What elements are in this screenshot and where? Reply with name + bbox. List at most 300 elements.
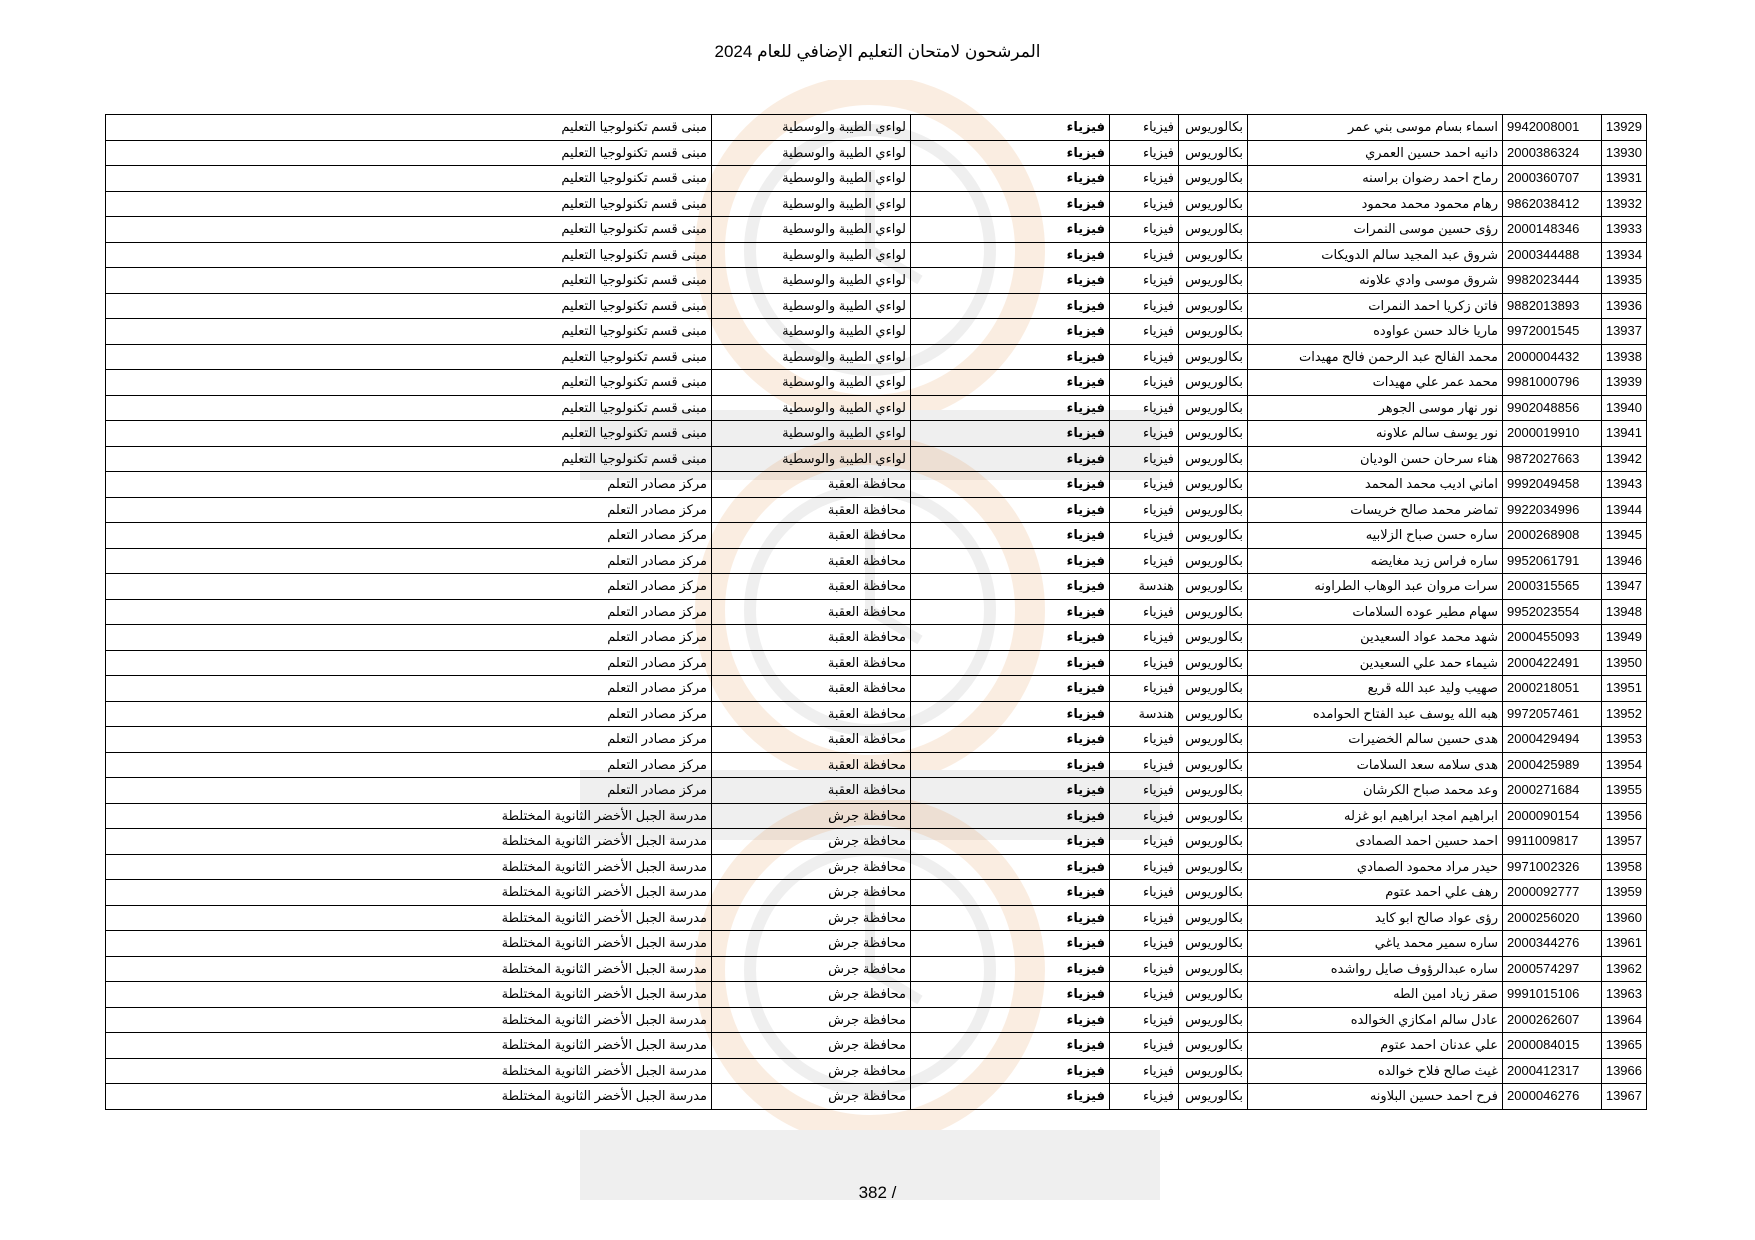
row-directorate-cell: لواءي الطيبة والوسطية	[712, 395, 911, 421]
table-row	[106, 1033, 1647, 1059]
row-national-id-cell: 9972001545	[1503, 319, 1602, 345]
row-seq-cell: 13958	[1602, 854, 1647, 880]
row-seq-cell: 13962	[1602, 956, 1647, 982]
row-degree-cell: بكالوريوس	[1179, 752, 1248, 778]
row-seq-cell: 13937	[1602, 319, 1647, 345]
table-row	[106, 293, 1647, 319]
row-specialization-cell: فيزياء	[1110, 242, 1179, 268]
row-national-id-cell: 2000344488	[1503, 242, 1602, 268]
row-national-id-cell: 2000256020	[1503, 905, 1602, 931]
row-subject-cell: فيزياء	[911, 854, 1110, 880]
row-specialization-cell: فيزياء	[1110, 395, 1179, 421]
row-national-id-cell: 9982023444	[1503, 268, 1602, 294]
row-subject-cell: فيزياء	[911, 931, 1110, 957]
row-subject-cell: فيزياء	[911, 370, 1110, 396]
row-seq-cell: 13944	[1602, 497, 1647, 523]
row-national-id-cell: 2000315565	[1503, 574, 1602, 600]
row-name-cell: صهيب وليد عبد الله قريع	[1248, 676, 1503, 702]
row-degree-cell: بكالوريوس	[1179, 344, 1248, 370]
row-name-cell: حيدر مراد محمود الصمادي	[1248, 854, 1503, 880]
row-name-cell: تماضر محمد صالح خريسات	[1248, 497, 1503, 523]
row-national-id-cell: 2000268908	[1503, 523, 1602, 549]
row-exam-center-cell: مبنى قسم تكنولوجيا التعليم	[106, 395, 712, 421]
row-subject-cell: فيزياء	[911, 268, 1110, 294]
row-exam-center-cell: مدرسة الجبل الأخضر الثانوية المختلطة	[106, 931, 712, 957]
row-name-cell: نور يوسف سالم علاونه	[1248, 421, 1503, 447]
row-directorate-cell: لواءي الطيبة والوسطية	[712, 293, 911, 319]
row-subject-cell: فيزياء	[911, 574, 1110, 600]
row-directorate-cell: لواءي الطيبة والوسطية	[712, 115, 911, 141]
row-name-cell: هناء سرحان حسن الوديان	[1248, 446, 1503, 472]
row-degree-cell: بكالوريوس	[1179, 242, 1248, 268]
row-directorate-cell: محافظة العقبة	[712, 752, 911, 778]
row-specialization-cell: فيزياء	[1110, 599, 1179, 625]
row-specialization-cell: فيزياء	[1110, 421, 1179, 447]
row-degree-cell: بكالوريوس	[1179, 1007, 1248, 1033]
row-subject-cell: فيزياء	[911, 446, 1110, 472]
row-subject-cell: فيزياء	[911, 166, 1110, 192]
row-name-cell: ساره عبدالرؤوف صايل رواشده	[1248, 956, 1503, 982]
row-seq-cell: 13955	[1602, 778, 1647, 804]
row-name-cell: شهد محمد عواد السعيدين	[1248, 625, 1503, 651]
row-exam-center-cell: مركز مصادر التعلم	[106, 599, 712, 625]
table-row	[106, 931, 1647, 957]
row-degree-cell: بكالوريوس	[1179, 293, 1248, 319]
row-directorate-cell: محافظة العقبة	[712, 472, 911, 498]
row-directorate-cell: لواءي الطيبة والوسطية	[712, 140, 911, 166]
row-national-id-cell: 2000271684	[1503, 778, 1602, 804]
candidates-table	[105, 114, 1647, 1110]
row-exam-center-cell: مركز مصادر التعلم	[106, 574, 712, 600]
row-national-id-cell: 2000148346	[1503, 217, 1602, 243]
row-degree-cell: بكالوريوس	[1179, 854, 1248, 880]
row-seq-cell: 13950	[1602, 650, 1647, 676]
table-row	[106, 752, 1647, 778]
row-degree-cell: بكالوريوس	[1179, 905, 1248, 931]
row-seq-cell: 13932	[1602, 191, 1647, 217]
row-subject-cell: فيزياء	[911, 191, 1110, 217]
row-name-cell: اماني اديب محمد المحمد	[1248, 472, 1503, 498]
row-subject-cell: فيزياء	[911, 548, 1110, 574]
row-exam-center-cell: مدرسة الجبل الأخضر الثانوية المختلطة	[106, 854, 712, 880]
row-seq-cell: 13954	[1602, 752, 1647, 778]
row-specialization-cell: فيزياء	[1110, 472, 1179, 498]
table-row	[106, 191, 1647, 217]
row-exam-center-cell: مبنى قسم تكنولوجيا التعليم	[106, 344, 712, 370]
row-specialization-cell: فيزياء	[1110, 905, 1179, 931]
row-specialization-cell: فيزياء	[1110, 1058, 1179, 1084]
row-seq-cell: 13931	[1602, 166, 1647, 192]
row-seq-cell: 13963	[1602, 982, 1647, 1008]
row-subject-cell: فيزياء	[911, 217, 1110, 243]
row-exam-center-cell: مبنى قسم تكنولوجيا التعليم	[106, 217, 712, 243]
row-exam-center-cell: مبنى قسم تكنولوجيا التعليم	[106, 370, 712, 396]
row-national-id-cell: 2000455093	[1503, 625, 1602, 651]
row-subject-cell: فيزياء	[911, 752, 1110, 778]
row-exam-center-cell: مركز مصادر التعلم	[106, 472, 712, 498]
table-row	[106, 625, 1647, 651]
row-national-id-cell: 9971002326	[1503, 854, 1602, 880]
row-national-id-cell: 9942008001	[1503, 115, 1602, 141]
row-degree-cell: بكالوريوس	[1179, 956, 1248, 982]
row-exam-center-cell: مدرسة الجبل الأخضر الثانوية المختلطة	[106, 803, 712, 829]
row-directorate-cell: لواءي الطيبة والوسطية	[712, 242, 911, 268]
row-national-id-cell: 9902048856	[1503, 395, 1602, 421]
row-directorate-cell: محافظة جرش	[712, 803, 911, 829]
row-national-id-cell: 9952061791	[1503, 548, 1602, 574]
row-name-cell: سهام مطير عوده السلامات	[1248, 599, 1503, 625]
table-row	[106, 115, 1647, 141]
row-national-id-cell: 2000092777	[1503, 880, 1602, 906]
row-degree-cell: بكالوريوس	[1179, 166, 1248, 192]
row-name-cell: علي عدنان احمد عتوم	[1248, 1033, 1503, 1059]
table-row	[106, 701, 1647, 727]
table-row	[106, 650, 1647, 676]
row-subject-cell: فيزياء	[911, 1084, 1110, 1110]
row-name-cell: فاتن زكريا احمد النمرات	[1248, 293, 1503, 319]
row-degree-cell: بكالوريوس	[1179, 599, 1248, 625]
row-seq-cell: 13942	[1602, 446, 1647, 472]
row-national-id-cell: 2000019910	[1503, 421, 1602, 447]
row-subject-cell: فيزياء	[911, 523, 1110, 549]
row-directorate-cell: محافظة جرش	[712, 1084, 911, 1110]
row-name-cell: وعد محمد صباح الكرشان	[1248, 778, 1503, 804]
row-seq-cell: 13930	[1602, 140, 1647, 166]
row-directorate-cell: محافظة جرش	[712, 982, 911, 1008]
row-directorate-cell: محافظة العقبة	[712, 778, 911, 804]
row-national-id-cell: 2000429494	[1503, 727, 1602, 753]
row-name-cell: ساره فراس زيد مغايضه	[1248, 548, 1503, 574]
row-directorate-cell: محافظة العقبة	[712, 574, 911, 600]
row-subject-cell: فيزياء	[911, 472, 1110, 498]
table-row	[106, 676, 1647, 702]
row-degree-cell: بكالوريوس	[1179, 931, 1248, 957]
table-row	[106, 523, 1647, 549]
row-exam-center-cell: مركز مصادر التعلم	[106, 676, 712, 702]
row-exam-center-cell: مبنى قسم تكنولوجيا التعليم	[106, 293, 712, 319]
row-exam-center-cell: مبنى قسم تكنولوجيا التعليم	[106, 166, 712, 192]
row-degree-cell: بكالوريوس	[1179, 217, 1248, 243]
row-seq-cell: 13935	[1602, 268, 1647, 294]
row-directorate-cell: محافظة جرش	[712, 829, 911, 855]
row-specialization-cell: فيزياء	[1110, 625, 1179, 651]
table-row	[106, 497, 1647, 523]
row-subject-cell: فيزياء	[911, 727, 1110, 753]
table-row	[106, 548, 1647, 574]
row-name-cell: ابراهيم امجد ابراهيم ابو غزله	[1248, 803, 1503, 829]
row-specialization-cell: فيزياء	[1110, 370, 1179, 396]
row-national-id-cell: 9972057461	[1503, 701, 1602, 727]
row-directorate-cell: لواءي الطيبة والوسطية	[712, 344, 911, 370]
row-national-id-cell: 9992049458	[1503, 472, 1602, 498]
row-national-id-cell: 2000422491	[1503, 650, 1602, 676]
row-specialization-cell: فيزياء	[1110, 880, 1179, 906]
row-specialization-cell: فيزياء	[1110, 1084, 1179, 1110]
table-row	[106, 982, 1647, 1008]
table-row	[106, 140, 1647, 166]
row-directorate-cell: لواءي الطيبة والوسطية	[712, 217, 911, 243]
row-specialization-cell: فيزياء	[1110, 523, 1179, 549]
row-degree-cell: بكالوريوس	[1179, 548, 1248, 574]
row-name-cell: رهف علي احمد عتوم	[1248, 880, 1503, 906]
row-degree-cell: بكالوريوس	[1179, 370, 1248, 396]
row-exam-center-cell: مركز مصادر التعلم	[106, 497, 712, 523]
row-seq-cell: 13965	[1602, 1033, 1647, 1059]
row-national-id-cell: 9862038412	[1503, 191, 1602, 217]
row-name-cell: هبه الله يوسف عبد الفتاح الحوامده	[1248, 701, 1503, 727]
page-title: المرشحون لامتحان التعليم الإضافي للعام 2024	[714, 42, 1041, 61]
row-specialization-cell: فيزياء	[1110, 803, 1179, 829]
row-name-cell: شروق عبد المجيد سالم الدويكات	[1248, 242, 1503, 268]
row-specialization-cell: فيزياء	[1110, 752, 1179, 778]
row-name-cell: دانيه احمد حسين العمري	[1248, 140, 1503, 166]
row-name-cell: محمد الفالح عبد الرحمن فالح مهيدات	[1248, 344, 1503, 370]
table-row	[106, 829, 1647, 855]
row-subject-cell: فيزياء	[911, 778, 1110, 804]
row-degree-cell: بكالوريوس	[1179, 727, 1248, 753]
row-subject-cell: فيزياء	[911, 497, 1110, 523]
row-seq-cell: 13951	[1602, 676, 1647, 702]
row-directorate-cell: محافظة العقبة	[712, 676, 911, 702]
row-exam-center-cell: مبنى قسم تكنولوجيا التعليم	[106, 115, 712, 141]
row-exam-center-cell: مركز مصادر التعلم	[106, 625, 712, 651]
row-national-id-cell: 2000218051	[1503, 676, 1602, 702]
row-subject-cell: فيزياء	[911, 1007, 1110, 1033]
row-exam-center-cell: مركز مصادر التعلم	[106, 548, 712, 574]
row-directorate-cell: لواءي الطيبة والوسطية	[712, 370, 911, 396]
row-directorate-cell: لواءي الطيبة والوسطية	[712, 191, 911, 217]
row-national-id-cell: 2000574297	[1503, 956, 1602, 982]
row-subject-cell: فيزياء	[911, 293, 1110, 319]
row-name-cell: احمد حسين احمد الصمادى	[1248, 829, 1503, 855]
row-specialization-cell: فيزياء	[1110, 982, 1179, 1008]
row-exam-center-cell: مركز مصادر التعلم	[106, 778, 712, 804]
row-directorate-cell: محافظة العقبة	[712, 548, 911, 574]
row-subject-cell: فيزياء	[911, 395, 1110, 421]
row-degree-cell: بكالوريوس	[1179, 574, 1248, 600]
row-subject-cell: فيزياء	[911, 650, 1110, 676]
row-national-id-cell: 2000004432	[1503, 344, 1602, 370]
row-exam-center-cell: مدرسة الجبل الأخضر الثانوية المختلطة	[106, 1058, 712, 1084]
row-specialization-cell: فيزياء	[1110, 676, 1179, 702]
table-row	[106, 574, 1647, 600]
row-subject-cell: فيزياء	[911, 803, 1110, 829]
row-subject-cell: فيزياء	[911, 1033, 1110, 1059]
row-seq-cell: 13967	[1602, 1084, 1647, 1110]
row-specialization-cell: فيزياء	[1110, 268, 1179, 294]
row-degree-cell: بكالوريوس	[1179, 880, 1248, 906]
row-seq-cell: 13953	[1602, 727, 1647, 753]
row-seq-cell: 13959	[1602, 880, 1647, 906]
row-directorate-cell: محافظة جرش	[712, 956, 911, 982]
row-national-id-cell: 9952023554	[1503, 599, 1602, 625]
row-subject-cell: فيزياء	[911, 319, 1110, 345]
row-degree-cell: بكالوريوس	[1179, 701, 1248, 727]
row-name-cell: رؤى عواد صالح ابو كايد	[1248, 905, 1503, 931]
row-national-id-cell: 9911009817	[1503, 829, 1602, 855]
row-name-cell: اسماء بسام موسى بني عمر	[1248, 115, 1503, 141]
row-directorate-cell: محافظة العقبة	[712, 701, 911, 727]
row-seq-cell: 13946	[1602, 548, 1647, 574]
row-specialization-cell: فيزياء	[1110, 140, 1179, 166]
row-exam-center-cell: مدرسة الجبل الأخضر الثانوية المختلطة	[106, 880, 712, 906]
row-degree-cell: بكالوريوس	[1179, 472, 1248, 498]
row-exam-center-cell: مركز مصادر التعلم	[106, 701, 712, 727]
table-row	[106, 421, 1647, 447]
row-name-cell: سرات مروان عبد الوهاب الطراونه	[1248, 574, 1503, 600]
row-seq-cell: 13956	[1602, 803, 1647, 829]
row-seq-cell: 13938	[1602, 344, 1647, 370]
row-exam-center-cell: مبنى قسم تكنولوجيا التعليم	[106, 421, 712, 447]
table-row	[106, 166, 1647, 192]
row-name-cell: ماريا خالد حسن عواوده	[1248, 319, 1503, 345]
row-seq-cell: 13960	[1602, 905, 1647, 931]
row-exam-center-cell: مبنى قسم تكنولوجيا التعليم	[106, 446, 712, 472]
row-directorate-cell: لواءي الطيبة والوسطية	[712, 319, 911, 345]
table-row	[106, 217, 1647, 243]
row-national-id-cell: 2000412317	[1503, 1058, 1602, 1084]
row-directorate-cell: لواءي الطيبة والوسطية	[712, 421, 911, 447]
row-directorate-cell: محافظة جرش	[712, 854, 911, 880]
row-subject-cell: فيزياء	[911, 344, 1110, 370]
row-degree-cell: بكالوريوس	[1179, 115, 1248, 141]
row-specialization-cell: فيزياء	[1110, 293, 1179, 319]
row-specialization-cell: فيزياء	[1110, 778, 1179, 804]
row-subject-cell: فيزياء	[911, 676, 1110, 702]
row-degree-cell: بكالوريوس	[1179, 803, 1248, 829]
row-seq-cell: 13933	[1602, 217, 1647, 243]
row-directorate-cell: محافظة جرش	[712, 880, 911, 906]
row-subject-cell: فيزياء	[911, 905, 1110, 931]
row-specialization-cell: فيزياء	[1110, 1007, 1179, 1033]
row-exam-center-cell: مدرسة الجبل الأخضر الثانوية المختلطة	[106, 1084, 712, 1110]
row-degree-cell: بكالوريوس	[1179, 778, 1248, 804]
row-directorate-cell: محافظة جرش	[712, 1058, 911, 1084]
table-row	[106, 880, 1647, 906]
row-name-cell: محمد عمر علي مهيدات	[1248, 370, 1503, 396]
table-row	[106, 370, 1647, 396]
table-row	[106, 344, 1647, 370]
row-directorate-cell: لواءي الطيبة والوسطية	[712, 446, 911, 472]
row-degree-cell: بكالوريوس	[1179, 319, 1248, 345]
row-directorate-cell: لواءي الطيبة والوسطية	[712, 268, 911, 294]
row-directorate-cell: محافظة العقبة	[712, 650, 911, 676]
row-name-cell: صقر زياد امين الطه	[1248, 982, 1503, 1008]
row-degree-cell: بكالوريوس	[1179, 446, 1248, 472]
row-name-cell: رماح احمد رضوان براسنه	[1248, 166, 1503, 192]
row-seq-cell: 13952	[1602, 701, 1647, 727]
row-specialization-cell: فيزياء	[1110, 166, 1179, 192]
row-exam-center-cell: مدرسة الجبل الأخضر الثانوية المختلطة	[106, 829, 712, 855]
row-name-cell: نور نهار موسى الجوهر	[1248, 395, 1503, 421]
row-degree-cell: بكالوريوس	[1179, 625, 1248, 651]
row-exam-center-cell: مبنى قسم تكنولوجيا التعليم	[106, 140, 712, 166]
row-specialization-cell: فيزياء	[1110, 217, 1179, 243]
table-row	[106, 446, 1647, 472]
table-row	[106, 242, 1647, 268]
row-degree-cell: بكالوريوس	[1179, 421, 1248, 447]
row-name-cell: فرح احمد حسين البلاونه	[1248, 1084, 1503, 1110]
row-subject-cell: فيزياء	[911, 625, 1110, 651]
row-degree-cell: بكالوريوس	[1179, 140, 1248, 166]
table-row	[106, 319, 1647, 345]
row-directorate-cell: محافظة العقبة	[712, 497, 911, 523]
row-directorate-cell: محافظة جرش	[712, 1033, 911, 1059]
row-seq-cell: 13939	[1602, 370, 1647, 396]
row-subject-cell: فيزياء	[911, 599, 1110, 625]
row-name-cell: ساره حسن صباح الزلابيه	[1248, 523, 1503, 549]
row-seq-cell: 13936	[1602, 293, 1647, 319]
row-national-id-cell: 2000344276	[1503, 931, 1602, 957]
row-directorate-cell: محافظة العقبة	[712, 727, 911, 753]
table-row	[106, 803, 1647, 829]
row-directorate-cell: محافظة جرش	[712, 1007, 911, 1033]
row-specialization-cell: فيزياء	[1110, 1033, 1179, 1059]
row-specialization-cell: فيزياء	[1110, 191, 1179, 217]
row-national-id-cell: 9981000796	[1503, 370, 1602, 396]
row-subject-cell: فيزياء	[911, 115, 1110, 141]
row-name-cell: رهام محمود محمد محمود	[1248, 191, 1503, 217]
row-exam-center-cell: مركز مصادر التعلم	[106, 752, 712, 778]
row-degree-cell: بكالوريوس	[1179, 497, 1248, 523]
table-row	[106, 1084, 1647, 1110]
row-specialization-cell: فيزياء	[1110, 344, 1179, 370]
row-degree-cell: بكالوريوس	[1179, 829, 1248, 855]
row-degree-cell: بكالوريوس	[1179, 191, 1248, 217]
row-degree-cell: بكالوريوس	[1179, 676, 1248, 702]
row-seq-cell: 13957	[1602, 829, 1647, 855]
row-exam-center-cell: مدرسة الجبل الأخضر الثانوية المختلطة	[106, 982, 712, 1008]
row-specialization-cell: فيزياء	[1110, 446, 1179, 472]
table-row	[106, 1007, 1647, 1033]
row-directorate-cell: لواءي الطيبة والوسطية	[712, 166, 911, 192]
row-specialization-cell: هندسة	[1110, 574, 1179, 600]
row-seq-cell: 13949	[1602, 625, 1647, 651]
row-national-id-cell: 2000084015	[1503, 1033, 1602, 1059]
row-directorate-cell: محافظة جرش	[712, 905, 911, 931]
row-national-id-cell: 9991015106	[1503, 982, 1602, 1008]
row-seq-cell: 13945	[1602, 523, 1647, 549]
row-national-id-cell: 2000046276	[1503, 1084, 1602, 1110]
row-exam-center-cell: مدرسة الجبل الأخضر الثانوية المختلطة	[106, 905, 712, 931]
table-row	[106, 956, 1647, 982]
table-row	[106, 778, 1647, 804]
row-exam-center-cell: مدرسة الجبل الأخضر الثانوية المختلطة	[106, 956, 712, 982]
row-directorate-cell: محافظة العقبة	[712, 625, 911, 651]
row-name-cell: شيماء حمد علي السعيدين	[1248, 650, 1503, 676]
page-number: 382 /	[858, 1183, 897, 1202]
row-degree-cell: بكالوريوس	[1179, 1033, 1248, 1059]
row-subject-cell: فيزياء	[911, 242, 1110, 268]
table-row	[106, 395, 1647, 421]
row-exam-center-cell: مركز مصادر التعلم	[106, 523, 712, 549]
table-row	[106, 727, 1647, 753]
row-seq-cell: 13929	[1602, 115, 1647, 141]
row-seq-cell: 13966	[1602, 1058, 1647, 1084]
row-seq-cell: 13961	[1602, 931, 1647, 957]
row-degree-cell: بكالوريوس	[1179, 650, 1248, 676]
row-exam-center-cell: مدرسة الجبل الأخضر الثانوية المختلطة	[106, 1007, 712, 1033]
table-row	[106, 905, 1647, 931]
row-national-id-cell: 2000090154	[1503, 803, 1602, 829]
row-name-cell: ساره سمير محمد ياغي	[1248, 931, 1503, 957]
row-name-cell: هدى سلامه سعد السلامات	[1248, 752, 1503, 778]
table-row	[106, 854, 1647, 880]
row-specialization-cell: فيزياء	[1110, 548, 1179, 574]
row-seq-cell: 13941	[1602, 421, 1647, 447]
row-seq-cell: 13947	[1602, 574, 1647, 600]
row-subject-cell: فيزياء	[911, 1058, 1110, 1084]
